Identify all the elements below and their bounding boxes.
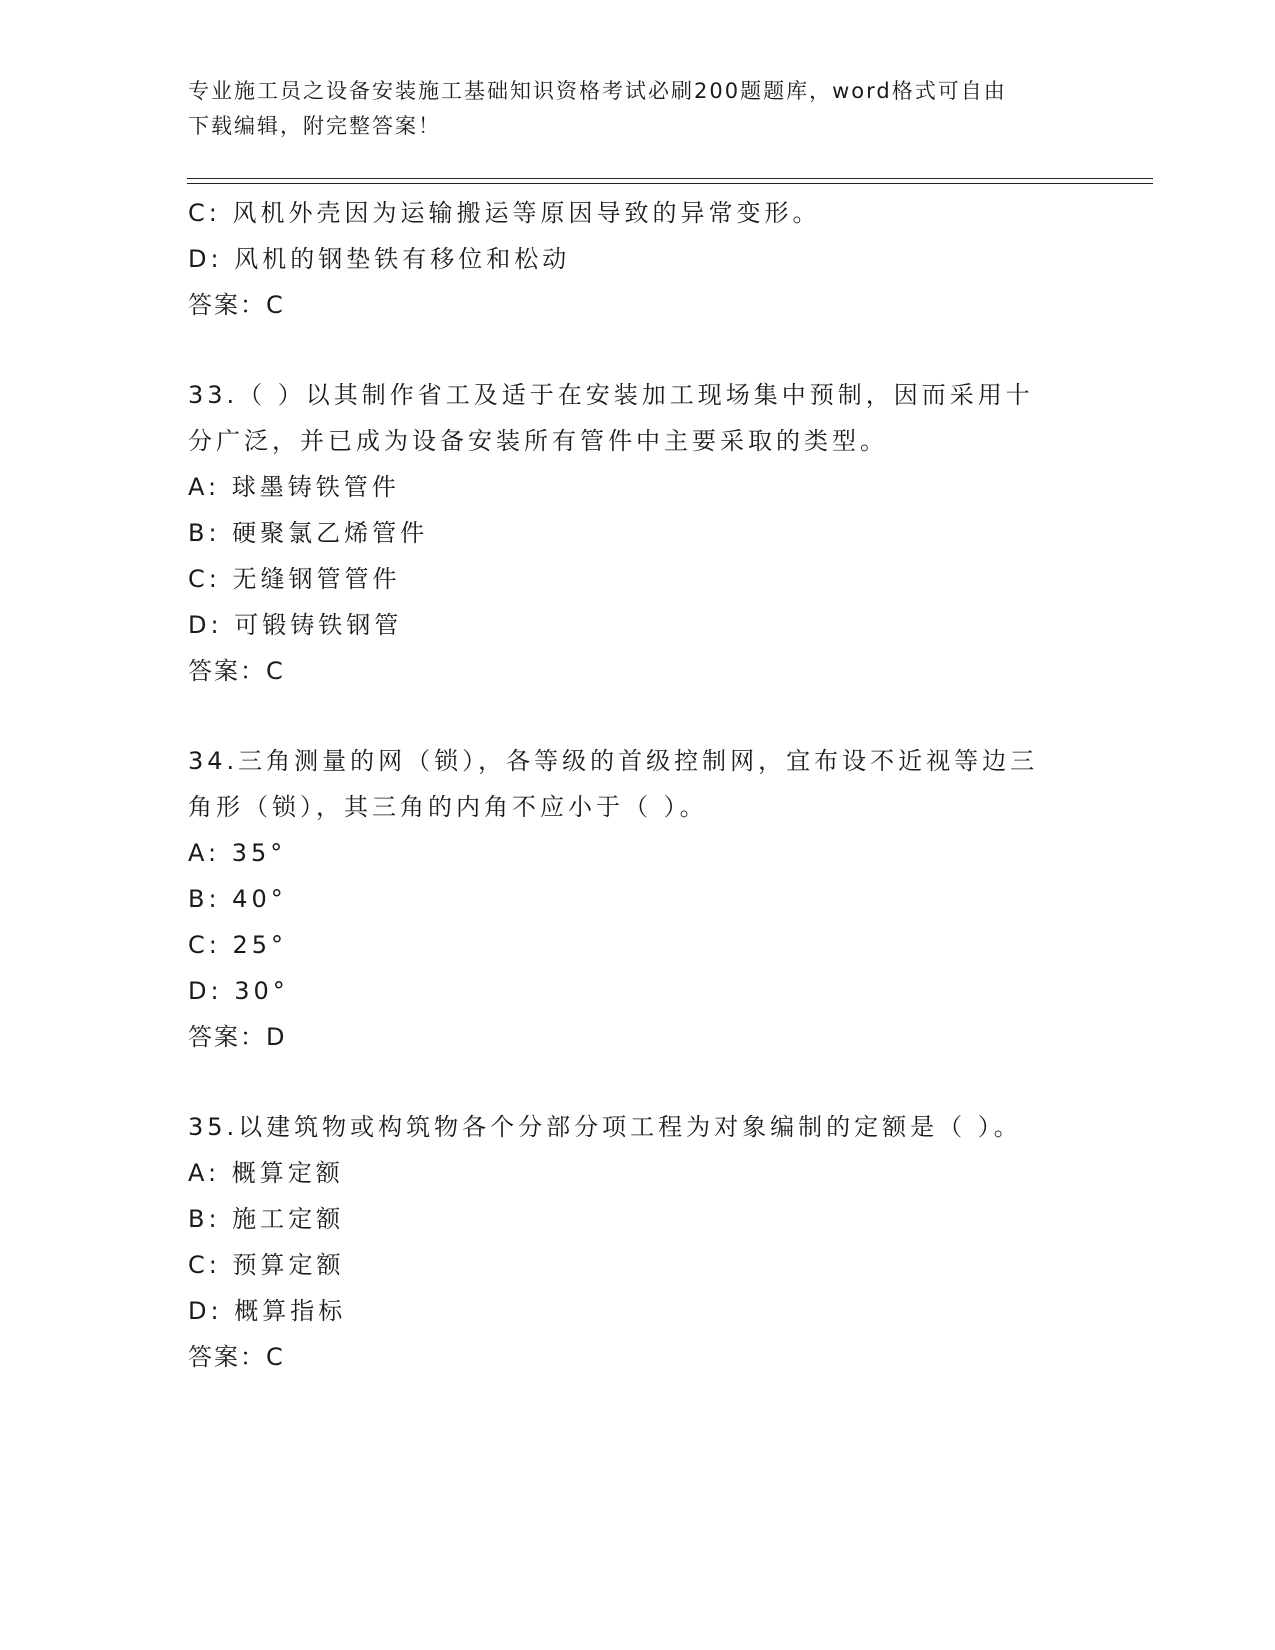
q34-option-a: A: 35° xyxy=(188,839,287,867)
q35-option-b: B: 施工定额 xyxy=(188,1205,345,1233)
header-divider-top xyxy=(187,178,1153,179)
q33-option-b: B: 硬聚氯乙烯管件 xyxy=(188,519,429,547)
q34-answer: 答案：D xyxy=(188,1023,287,1051)
q34-option-c: C: 25° xyxy=(188,931,288,959)
question-35 xyxy=(188,1104,1108,1380)
question-33 xyxy=(188,372,1108,694)
q34-option-b: B: 40° xyxy=(188,885,287,913)
q32-option-c: C: 风机外壳因为运输搬运等原因导致的异常变形。 xyxy=(188,199,821,227)
q33-option-c: C: 无缝钢管管件 xyxy=(188,565,401,593)
q34-option-d: D: 30° xyxy=(188,977,289,1005)
q33-option-a: A: 球墨铸铁管件 xyxy=(188,473,400,501)
q32-option-d: D: 风机的钢垫铁有移位和松动 xyxy=(188,245,571,273)
q32-answer: 答案：C xyxy=(188,291,285,319)
spacer xyxy=(188,1060,1108,1104)
q33-option-d: D: 可锻铸铁钢管 xyxy=(188,611,403,639)
document-header xyxy=(188,74,1088,144)
q33-stem-line-1: 33.（ ）以其制作省工及适于在安装加工现场集中预制，因而采用十 xyxy=(188,381,1034,409)
q34-stem-line-1: 34.三角测量的网（锁），各等级的首级控制网，宜布设不近视等边三 xyxy=(188,747,1039,775)
spacer xyxy=(188,694,1108,738)
question-list xyxy=(188,190,1108,1380)
question-32-continued xyxy=(188,190,1108,328)
header-line-2: 下载编辑，附完整答案！ xyxy=(188,114,441,138)
q35-stem-line-1: 35.以建筑物或构筑物各个分部分项工程为对象编制的定额是（ ）。 xyxy=(188,1113,1022,1141)
header-line-1: 专业施工员之设备安装施工基础知识资格考试必刷200题题库，word格式可自由 xyxy=(188,79,1007,103)
q35-answer: 答案：C xyxy=(188,1343,285,1371)
q34-stem-line-2: 角形（锁），其三角的内角不应小于（ ）。 xyxy=(188,793,708,821)
q33-answer: 答案：C xyxy=(188,657,285,685)
spacer xyxy=(188,328,1108,372)
q35-option-d: D: 概算指标 xyxy=(188,1297,347,1325)
question-34 xyxy=(188,738,1108,1060)
header-divider-bottom xyxy=(187,183,1153,184)
q35-option-c: C: 预算定额 xyxy=(188,1251,345,1279)
q35-option-a: A: 概算定额 xyxy=(188,1159,344,1187)
q33-stem-line-2: 分广泛，并已成为设备安装所有管件中主要采取的类型。 xyxy=(188,427,888,455)
